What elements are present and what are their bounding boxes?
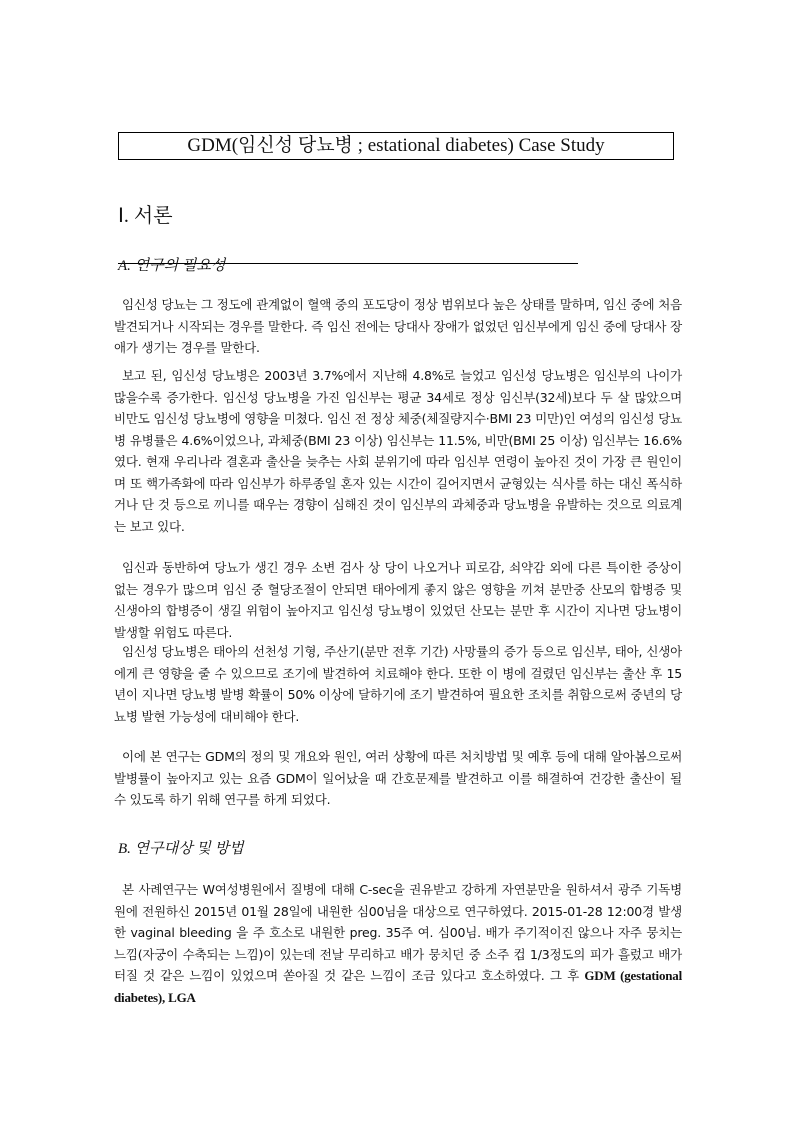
paragraph-2 bbox=[114, 365, 682, 537]
paragraph-6-bold-text: GDM (gestational diabetes), LGA bbox=[114, 968, 682, 1005]
paragraph-6-text: 본 사례연구는 W여성병원에서 질병에 대해 C-sec을 권유받고 강하게 자연분만을 원하셔서 광주 기독병원에 전원하신 2015년 01월 28일에 내원한 심00님을 대상으로 연구하였다. 2015-01-28 12:00경 발생한 vaginal bleeding 을 주 호소로 내원한 preg. 35주 여. 심00님. 배가 주기적이진 않으나 자주 뭉치는 느낌(자궁이 수축되는 느낌)이 있는데 전날 무리하고 배가 뭉치던 중 소주 컵 1/3정도의 피가 흘렀고 배가 터질 것 같은 느낌이 있었으며 쏟아질 것 같은 느낌이 조금 있다고 호소하였다. 그 후 bbox=[114, 882, 682, 983]
paragraph-1-text: 임신성 당뇨는 그 정도에 관계없이 혈액 중의 포도당이 정상 범위보다 높은 상태를 말하며, 임신 중에 처음 발견되거나 시작되는 경우를 말한다. 즉 임신 전에는 당대사 장애가 없었던 임신부에게 임신 중에 당대사 장애가 생기는 경우를 말한다. bbox=[114, 297, 682, 355]
paragraph-5 bbox=[114, 746, 682, 811]
paragraph-6 bbox=[114, 879, 682, 1008]
paragraph-3-text: 임신과 동반하여 당뇨가 생긴 경우 소변 검사 상 당이 나오거나 피로감, 쇠약감 외에 다른 특이한 증상이 없는 경우가 많으며 임신 중 혈당조절이 안되면 태아에게 좋지 않은 영향을 끼쳐 분만중 산모의 합병증 및 신생아의 합병증이 생길 위험이 높아지고 임신성 당뇨병이 있었던 산모는 분만 후 시간이 지나면 당뇨병이 발생할 위험도 따른다. bbox=[114, 560, 682, 640]
paragraph-1 bbox=[114, 294, 682, 359]
paragraph-5-text: 이에 본 연구는 GDM의 정의 및 개요와 원인, 여러 상황에 따른 처치방법 및 예후 등에 대해 알아봄으로써 발병률이 높아지고 있는 요즘 GDM이 일어났을 때 간호문제를 발견하고 이를 해결하여 건강한 출산이 될 수 있도록 하기 위해 연구를 하게 되었다. bbox=[114, 749, 682, 807]
paragraph-4 bbox=[114, 641, 682, 727]
subsection-heading-a: A. 연구의 필요성 bbox=[118, 258, 226, 274]
paragraph-2-text: 보고 된, 임신성 당뇨병은 2003년 3.7%에서 지난해 4.8%로 늘었고 임신성 당뇨병은 임신부의 나이가 많을수록 증가한다. 임신성 당뇨병을 가진 임신부는 평균 34세로 정상 임신부(32세)보다 두 살 많았으며 비만도 임신성 당뇨병에 영향을 미쳤다. 임신 전 정상 체중(체질량지수·BMI 23 미만)인 여성의 임신성 당뇨병 유병률은 4.6%이었으나, 과체중(BMI 23 이상) 임신부는 11.5%, 비만(BMI 25 이상) 임신부는 16.6%였다. 현재 우리나라 결혼과 출산을 늦추는 사회 분위기에 따라 임신부 연령이 높아진 것이 가장 큰 원인이며 또 핵가족화에 따라 임신부가 하루종일 혼자 있는 시간이 길어지면서 균형있는 식사를 하는 대신 폭식하거나 단 것 등으로 끼니를 때우는 경향이 심해진 것이 임신부의 과체중과 당뇨병을 유발하는 것으로 의료계는 보고 있다. bbox=[114, 368, 682, 534]
section-heading: Ⅰ. 서론 bbox=[118, 205, 173, 227]
document-title: GDM(임신성 당뇨병 ; estational diabetes) Case Study bbox=[118, 132, 674, 160]
paragraph-3 bbox=[114, 557, 682, 643]
paragraph-4-text: 임신성 당뇨병은 태아의 선천성 기형, 주산기(분만 전후 기간) 사망률의 증가 등으로 임신부, 태아, 신생아에게 큰 영향을 줄 수 있으므로 조기에 발견하여 치료해야 한다. 또한 이 병에 걸렸던 임신부는 출산 후 15년이 지나면 당뇨병 발병 확률이 50% 이상에 달하기에 조기 발견하여 필요한 조치를 취함으로써 중년의 당뇨병 발현 가능성에 대비해야 한다. bbox=[114, 644, 682, 724]
subsection-heading-b: B. 연구대상 및 방법 bbox=[118, 841, 244, 857]
